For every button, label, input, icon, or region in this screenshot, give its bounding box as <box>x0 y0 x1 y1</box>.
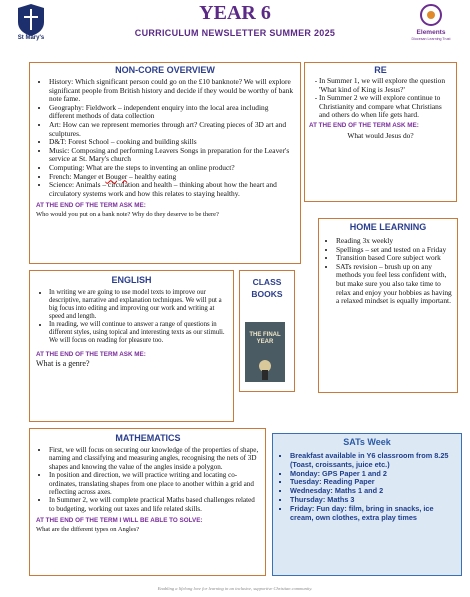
page-subtitle: CURRICULUM NEWSLETTER SUMMER 2025 <box>134 28 336 38</box>
ask-label: AT THE END OF THE TERM ASK ME: <box>36 202 146 210</box>
list-item: ▪ Thursday: Maths 3 <box>290 496 457 505</box>
list-item: ▪ Tuesday: Reading Paper <box>290 478 457 487</box>
list-item: • History: Which significant person could go on the £10 banknote? We will explore significant people from British history and decide if they would be worthy of bank note fame. <box>49 78 294 104</box>
list-item: • Transition based Core subject work <box>336 254 453 263</box>
re-box <box>304 62 457 202</box>
class-books-title-1: CLASS <box>252 277 282 287</box>
list-item: • SATs revision – brush up on any methods you feel less confident with, but make sure you also take time to relax and enjoy your hobbies as having a relaxed mindset is equally important. <box>336 263 453 306</box>
list-item: - In Summer 2 we will explore continue to Christianity and compare what Christians and others do when life gets hard. <box>319 94 452 120</box>
list-item: • In position and direction, we will practice writing and locating co-ordinates, translating shapes from one place to another within a grid and reflecting across axes. <box>49 471 260 496</box>
ask-label: AT THE END OF THE TERM ASK ME: <box>36 351 146 358</box>
school-name: St Mary's <box>17 35 45 41</box>
list-item: • Geography: Fieldwork – independent enquiry into the local area including different methods of data collection <box>49 104 294 121</box>
list-item: • Spellings – set and tested on a Friday <box>336 246 453 255</box>
list-item: ▪ Monday: GPS Paper 1 and 2 <box>290 470 457 479</box>
home-learning-title: HOME LEARNING <box>349 222 427 232</box>
footer-motto: Enabling a lifelong love for learning in an inclusive, supportive Christian community. <box>157 586 313 591</box>
french-word: Bouger <box>105 171 128 181</box>
list-item: ▪ Breakfast available in Y6 classroom from 8.25 (Toast, croissants, juice etc.) <box>290 452 457 470</box>
list-item: • In reading, we will continue to answer a range of questions in different styles, using topical and interesting texts as our stimuli. We will focus on reading for pleasure too. <box>49 321 227 345</box>
french-suffix: – healthy eating <box>127 171 177 181</box>
ask-question: What are the different types on Angles? <box>36 526 140 534</box>
page-title: YEAR 6 <box>199 2 271 24</box>
ask-question: What would Jesus do? <box>347 130 414 140</box>
book-title: THE FINAL YEAR <box>249 332 281 345</box>
list-item: • First, we will focus on securing our knowledge of the properties of shape, naming and classifying and measuring angles, recognising the nets of 3D shapes and knowing the value of the angles inside a polygon. <box>49 446 260 471</box>
non-core-box <box>29 62 301 264</box>
ask-question: Who would you put on a bank note? Why do they deserve to be there? <box>36 211 219 219</box>
list-item: • In Summer 2, we will complete practical Maths based challenges related to budgeting, working out taxes and life related skills. <box>49 496 260 513</box>
list-item: • D&T: Forest School – cooking and building skills <box>49 138 294 147</box>
list-item: - In Summer 1, we will explore the question 'What kind of King is Jesus?' <box>319 77 452 94</box>
english-title: ENGLISH <box>111 275 152 285</box>
french-prefix: French: Manger et <box>49 171 106 181</box>
re-title: RE <box>374 65 387 75</box>
list-item: • Computing: What are the steps to inventing an online product? <box>49 164 294 173</box>
sats-box <box>272 433 462 576</box>
ask-label: AT THE END OF THE TERM I WILL BE ABLE TO SOLVE: <box>36 517 203 525</box>
english-box <box>29 270 234 422</box>
maths-box <box>29 428 266 576</box>
sats-title: SATs Week <box>343 437 391 447</box>
list-item: • Reading 3x weekly <box>336 237 453 246</box>
maths-title: MATHEMATICS <box>115 433 181 443</box>
list-item: • In writing we are going to use model texts to improve our descriptive, narrative and explanation techniques. We will put a big focus into editing and improving our work and writing at speed and length. <box>49 289 227 321</box>
home-learning-box <box>318 218 458 393</box>
list-item: ▪ Friday: Fun day: film, bring in snacks, ice cream, own clothes, extra play times <box>290 505 457 523</box>
ask-label: AT THE END OF THE TERM ASK ME: <box>309 121 419 129</box>
non-core-title: NON-CORE OVERVIEW <box>115 65 215 75</box>
list-item: • Art: How can we represent memories through art? Creating pieces of 3D art and sculptures. <box>49 121 294 138</box>
list-item: • Science: Animals – circulation and health – thinking about how the heart and circulatory systems work and how this relates to staying healthy. <box>49 181 294 198</box>
ask-question: What is a genre? <box>36 359 90 368</box>
book-cover-image <box>245 322 285 382</box>
trust-tagline: Diocesan Learning Trust <box>411 37 451 41</box>
class-books-title-2: BOOKS <box>251 289 283 299</box>
list-item: • Music: Composing and performing Leavers Songs in preparation for the Leaver's service at St. Mary's church <box>49 147 294 164</box>
list-item: ▪ Wednesday: Maths 1 and 2 <box>290 487 457 496</box>
trust-name: Elements <box>416 29 446 36</box>
